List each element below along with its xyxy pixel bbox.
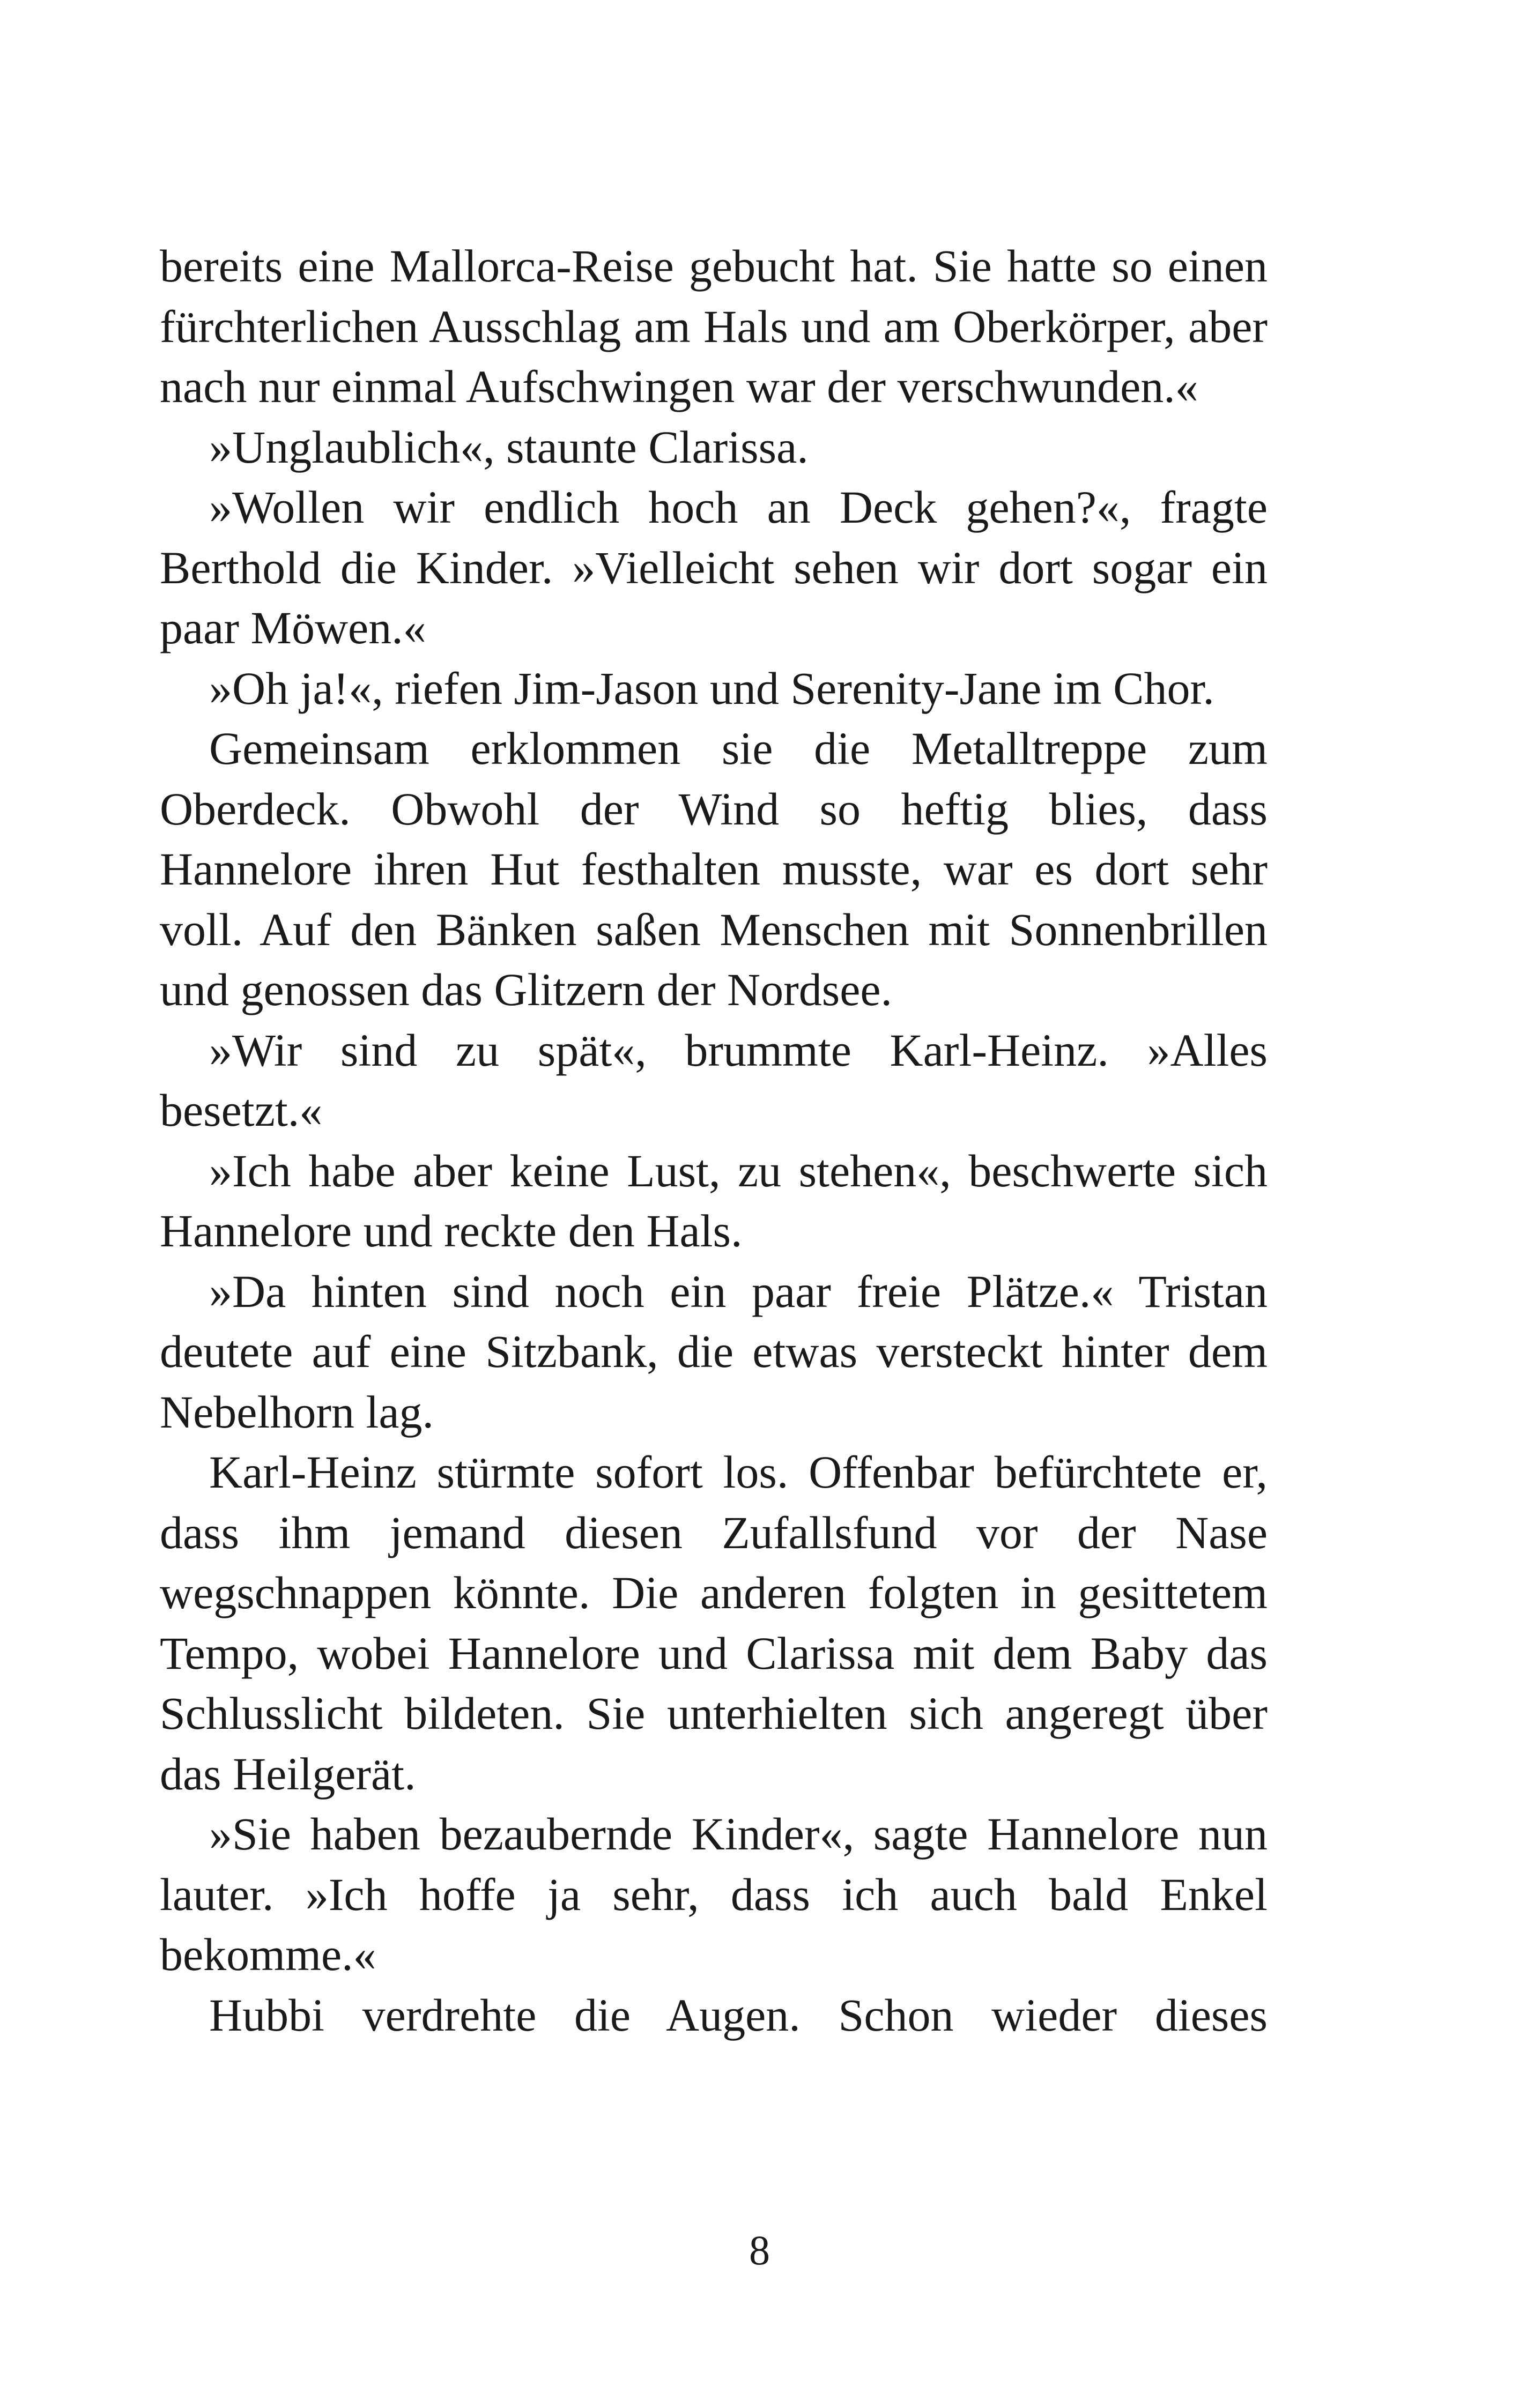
body-text <box>160 236 1268 2045</box>
paragraph: »Wir sind zu spät«, brummte Karl-Heinz. »Alles besetzt.« <box>160 1024 1268 1136</box>
paragraph: »Unglaublich«, staunte Clarissa. <box>209 421 809 473</box>
paragraph: »Wollen wir endlich hoch an Deck gehen?«, fragte Berthold die Kinder. »Vielleicht sehen wir dort sogar ein paar Möwen.« <box>160 481 1268 653</box>
paragraph: Hubbi verdrehte die Augen. Schon wieder dieses <box>209 1989 1268 2041</box>
paragraph: Gemeinsam erklommen sie die Metalltreppe zum Oberdeck. Obwohl der Wind so heftig blies, dass Hannelore ihren Hut festhalten musste, war es dort sehr voll. Auf den Bänken saßen Menschen mit Sonnenbrillen und genossen das Glitzern der Nordsee. <box>160 723 1268 1015</box>
page-number: 8 <box>749 2227 770 2273</box>
paragraph: »Sie haben bezaubernde Kinder«, sagte Hannelore nun lauter. »Ich hoffe ja sehr, dass ich auch bald Enkel bekomme.« <box>160 1808 1268 1980</box>
paragraph: »Da hinten sind noch ein paar freie Plätze.« Tristan deutete auf eine Sitzbank, die etwas versteckt hinter dem Nebelhorn lag. <box>160 1265 1268 1438</box>
paragraph: »Ich habe aber keine Lust, zu stehen«, beschwerte sich Hannelore und reckte den Hals. <box>160 1144 1268 1257</box>
paragraph: bereits eine Mallorca-Reise gebucht hat. Sie hatte so einen fürchterlichen Ausschlag am Hals und am Oberkörper, aber nach nur einmal Aufschwingen war der verschwunden.« <box>160 240 1268 412</box>
paragraph: »Oh ja!«, riefen Jim-Jason und Serenity-Jane im Chor. <box>209 662 1214 714</box>
paragraph: Karl-Heinz stürmte sofort los. Offenbar befürchtete er, dass ihm jemand diesen Zufallsfund vor der Nase wegschnappen könnte. Die anderen folgten in gesittetem Tempo, wobei Hannelore und Clarissa mit dem Baby das Schlusslicht bildeten. Sie unterhielten sich angeregt über das Heilgerät. <box>160 1446 1268 1800</box>
